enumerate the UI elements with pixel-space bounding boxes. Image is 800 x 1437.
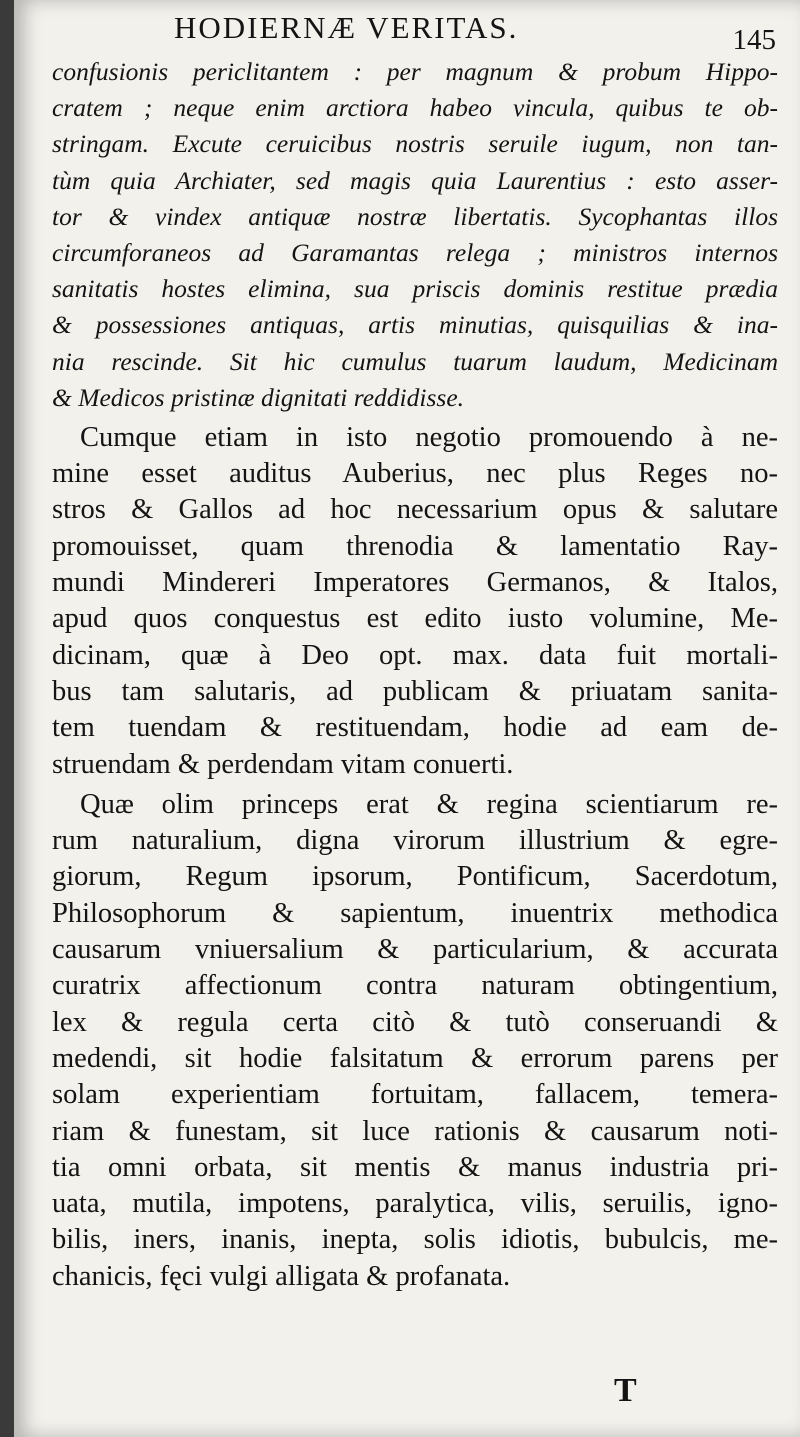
text-line: causarum vniuersalium & particularium, & accurata xyxy=(52,934,778,966)
text-line: cratem ; neque enim arctiora habeo vincula, quibus te ob- xyxy=(52,93,778,123)
text-line: tem tuendam & restituendam, hodie ad eam de- xyxy=(52,712,778,744)
text-line: & Medicos pristinæ dignitati reddidisse. xyxy=(52,382,465,412)
page-body xyxy=(52,54,778,1295)
paragraph-2 xyxy=(52,787,778,1295)
text-line: medendi, sit hodie falsitatum & errorum parens per xyxy=(52,1042,778,1074)
text-line: Cumque etiam in isto negotio promouendo à ne- xyxy=(80,421,778,453)
text-line: chanicis, fęci vulgi alligata & profanata. xyxy=(52,1260,511,1292)
text-line: solam experientiam fortuitam, fallacem, temera- xyxy=(52,1079,778,1111)
text-line: bilis, iners, inanis, inepta, solis idiotis, bubulcis, me- xyxy=(52,1224,778,1256)
text-line: mundi Mindereri Imperatores Germanos, & Italos, xyxy=(52,567,778,599)
text-line: dicinam, quæ à Deo opt. max. data fuit mortali- xyxy=(52,639,778,671)
text-line: Quæ olim princeps erat & regina scientiarum re- xyxy=(80,788,778,820)
text-line: sanitatis hostes elimina, sua priscis dominis restitue prædia xyxy=(52,274,778,304)
text-line: struendam & perdendam vitam conuerti. xyxy=(52,748,514,780)
page-header xyxy=(14,6,800,54)
book-page xyxy=(14,0,800,1437)
text-line: circumforaneos ad Garamantas relega ; ministros internos xyxy=(52,237,778,267)
text-line: confusionis periclitantem : per magnum & probum Hippo- xyxy=(52,57,778,86)
text-line: tùm quia Archiater, sed magis quia Laurentius : esto asser- xyxy=(52,165,778,195)
text-line: uata, mutila, impotens, paralytica, vilis, seruilis, igno- xyxy=(52,1188,778,1220)
text-line: tor & vindex antiquæ nostræ libertatis. Sycophantas illos xyxy=(52,201,778,231)
text-line: apud quos conquestus est edito iusto volumine, Me- xyxy=(52,603,778,635)
text-line: stringam. Excute ceruicibus nostris seruile iugum, non tan- xyxy=(52,129,778,159)
text-line: stros & Gallos ad hoc necessarium opus & salutare xyxy=(52,494,778,526)
text-line: lex & regula certa citò & tutò conseruandi & xyxy=(52,1006,778,1038)
text-line: & possessiones antiquas, artis minutias, quisquilias & ina- xyxy=(52,310,778,340)
catchword: T xyxy=(614,1372,637,1409)
page-number: 145 xyxy=(732,24,776,56)
text-line: Philosophorum & sapientum, inuentrix methodica xyxy=(52,897,778,929)
running-title: HODIERNÆ VERITAS. xyxy=(174,10,519,45)
italic-quotation xyxy=(52,54,778,416)
paragraph-1 xyxy=(52,420,778,783)
text-line: curatrix affectionum contra naturam obtingentium, xyxy=(52,970,778,1002)
text-line: nia rescinde. Sit hic cumulus tuarum laudum, Medicinam xyxy=(52,346,778,376)
text-line: giorum, Regum ipsorum, Pontificum, Sacerdotum, xyxy=(52,861,778,893)
text-line: promouisset, quam threnodia & lamentatio Ray- xyxy=(52,530,778,562)
text-line: riam & funestam, sit luce rationis & causarum noti- xyxy=(52,1115,778,1147)
text-line: tia omni orbata, sit mentis & manus industria pri- xyxy=(52,1151,778,1183)
text-line: rum naturalium, digna virorum illustrium & egre- xyxy=(52,825,778,857)
text-line: bus tam salutaris, ad publicam & priuatam sanita- xyxy=(52,675,778,707)
text-line: mine esset auditus Auberius, nec plus Reges no- xyxy=(52,458,778,490)
